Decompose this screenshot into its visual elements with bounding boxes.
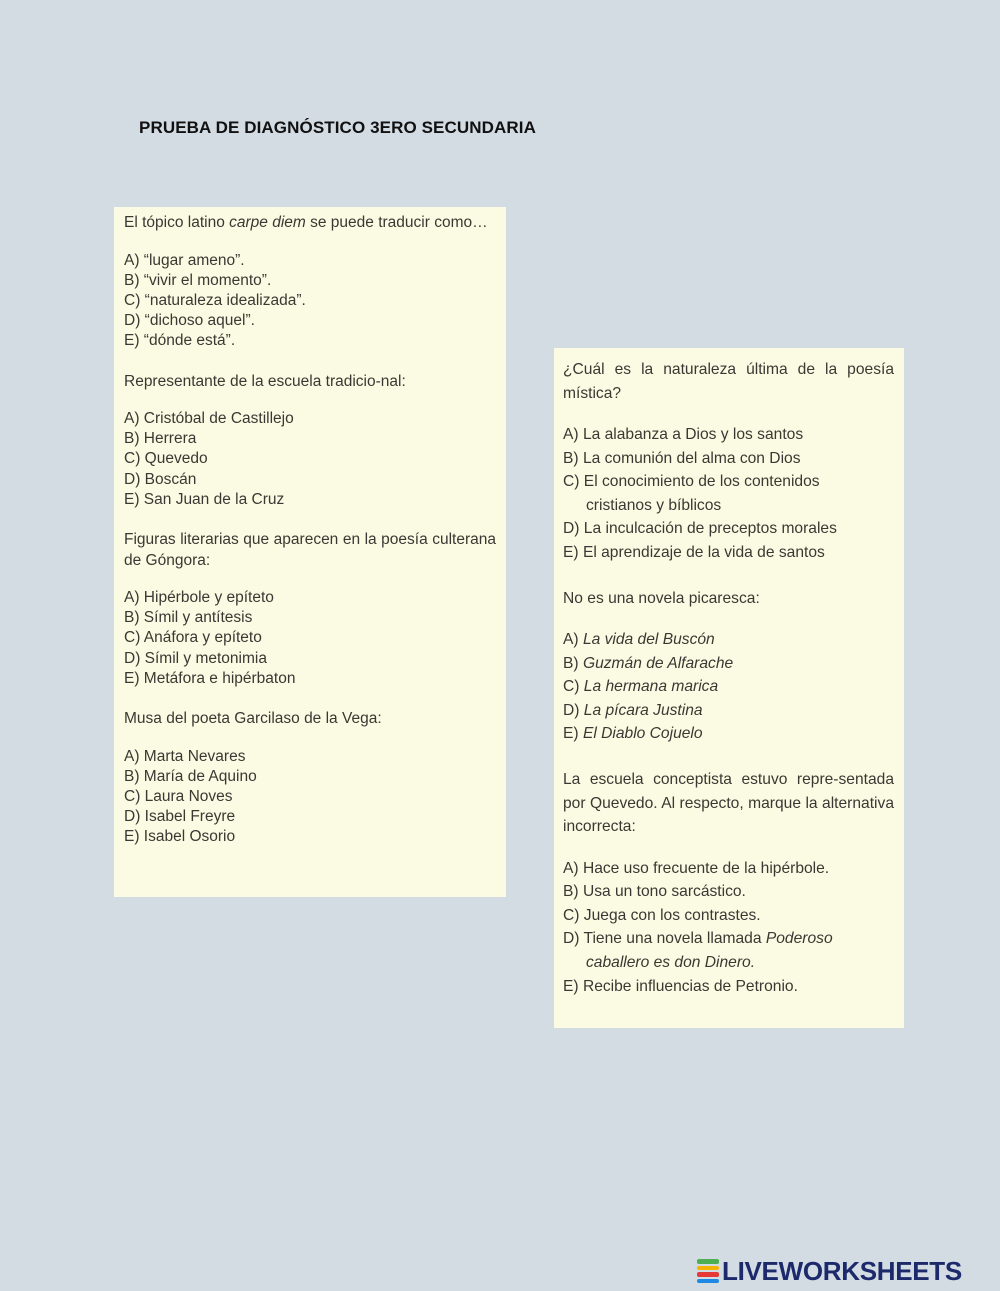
option-letter: A) [563,631,583,649]
option-item [563,423,894,447]
logo-stripe [697,1279,719,1284]
option-item [563,517,894,541]
option-letter: D) [563,930,584,948]
text-span: se puede traducir como… [305,214,488,231]
questions-card-right [554,348,904,1028]
option-item: D) Boscán [124,470,197,488]
logo-icon [697,1258,719,1284]
page-title: PRUEBA DE DIAGNÓSTICO 3ERO SECUNDARIA [139,118,536,137]
logo-text: LIVEWORKSHEETS [722,1255,962,1286]
option-item [563,541,894,565]
option-item [563,470,894,517]
option-continuation: caballero es don Dinero. [586,953,756,971]
options-list [124,409,496,510]
option-item: B) Símil y antítesis [124,609,253,627]
text-span: Recibe influencias de Petronio. [582,977,798,995]
text-span: No es una novela picaresca: [563,589,760,607]
option-letter: E) [563,543,583,561]
option-letter: E) [563,977,583,995]
option-item [563,857,894,881]
option-item: E) Isabel Osorio [124,828,236,846]
option-letter: C) [563,473,584,491]
text-span: Usa un tono sarcástico. [582,883,746,901]
liveworksheets-logo [697,1256,962,1286]
question-block [124,709,496,848]
option-letter: D) [563,701,584,719]
italic-text: Guzmán de Alfarache [582,654,734,672]
option-item [563,628,894,652]
option-item: C) “naturaleza idealizada”. [124,291,306,309]
text-span: Juega con los contrastes. [583,906,761,924]
option-item [563,904,894,928]
option-item: B) María de Aquino [124,767,257,785]
options-list [124,588,496,689]
option-item: C) Quevedo [124,450,208,468]
option-letter: B) [563,449,583,467]
text-span: La inculcación de preceptos morales [583,520,837,538]
options-list [124,251,496,352]
italic-text: La vida del Buscón [582,631,715,649]
text-span: La alabanza a Dios y los santos [582,426,804,443]
option-letter: B) [563,883,583,901]
option-item [563,447,894,471]
text-span: Tiene una novela llamada [583,930,766,948]
text-span: Representante de la escuela tradicio-nal: [124,372,406,390]
option-item: A) Hipérbole y epíteto [124,589,274,607]
option-letter: C) [563,906,584,924]
text-span: Figuras literarias que aparecen en la poesía culterana de Góngora: [124,531,496,569]
italic-text: La pícara Justina [583,701,703,719]
option-item: D) Símil y metonimia [124,649,267,667]
text-span: El conocimiento de los contenidos [583,473,820,491]
italic-text: El Diablo Cojuelo [582,725,703,743]
question-text [563,358,894,405]
option-letter: A) [563,859,583,877]
option-item: A) Marta Nevares [124,747,246,765]
question-block [563,587,894,746]
question-text [563,768,894,839]
option-item: A) Cristóbal de Castillejo [124,410,294,428]
option-item: C) Laura Noves [124,787,233,805]
option-item [563,675,894,699]
options-list [124,747,496,848]
question-block [563,358,894,565]
option-item: E) “dónde está”. [124,332,236,350]
option-letter: B) [563,654,583,672]
option-item [563,880,894,904]
logo-stripe [697,1259,719,1264]
option-letter: E) [563,725,583,743]
question-block [124,213,496,352]
question-text [563,587,894,611]
question-text [124,709,496,730]
question-block [124,530,496,689]
question-text [124,213,496,234]
logo-stripe [697,1272,719,1277]
option-item [563,975,894,999]
text-span: El aprendizaje de la vida de santos [582,543,825,561]
option-item: C) Anáfora y epíteto [124,629,262,647]
option-item: B) Herrera [124,430,197,448]
option-letter: A) [563,426,583,443]
text-span: La escuela conceptista estuvo repre-sentada por Quevedo. Al respecto, marque la alternativa incorrecta: [563,771,894,836]
question-text [124,372,496,393]
option-item: D) “dichoso aquel”. [124,312,255,330]
option-letter: C) [563,678,584,696]
option-item: A) “lugar ameno”. [124,251,245,269]
text-span: El tópico latino [124,214,230,231]
option-item [563,652,894,676]
text-span: La comunión del alma con Dios [582,449,801,467]
italic-text: Poderoso [765,930,833,948]
option-item [563,722,894,746]
options-list [563,628,894,746]
option-item: E) San Juan de la Cruz [124,490,285,508]
italic-text: carpe diem [229,214,306,231]
option-item [563,927,894,974]
option-continuation: cristianos y bíblicos [586,496,722,514]
text-span: Musa del poeta Garcilaso de la Vega: [124,710,382,728]
option-item: B) “vivir el momento”. [124,271,272,289]
italic-text: La hermana marica [583,678,719,696]
text-span: ¿Cuál es la naturaleza última de la poesía mística? [563,361,894,402]
logo-stripe [697,1266,719,1271]
options-list [563,423,894,565]
question-text [124,530,496,571]
option-item [563,699,894,723]
questions-card-left [114,207,506,897]
option-letter: D) [563,520,584,538]
option-item: D) Isabel Freyre [124,808,236,826]
text-span: Hace uso frecuente de la hipérbole. [582,859,830,877]
options-list [563,857,894,999]
option-item: E) Metáfora e hipérbaton [124,669,296,687]
question-block [124,372,496,511]
question-block [563,768,894,998]
